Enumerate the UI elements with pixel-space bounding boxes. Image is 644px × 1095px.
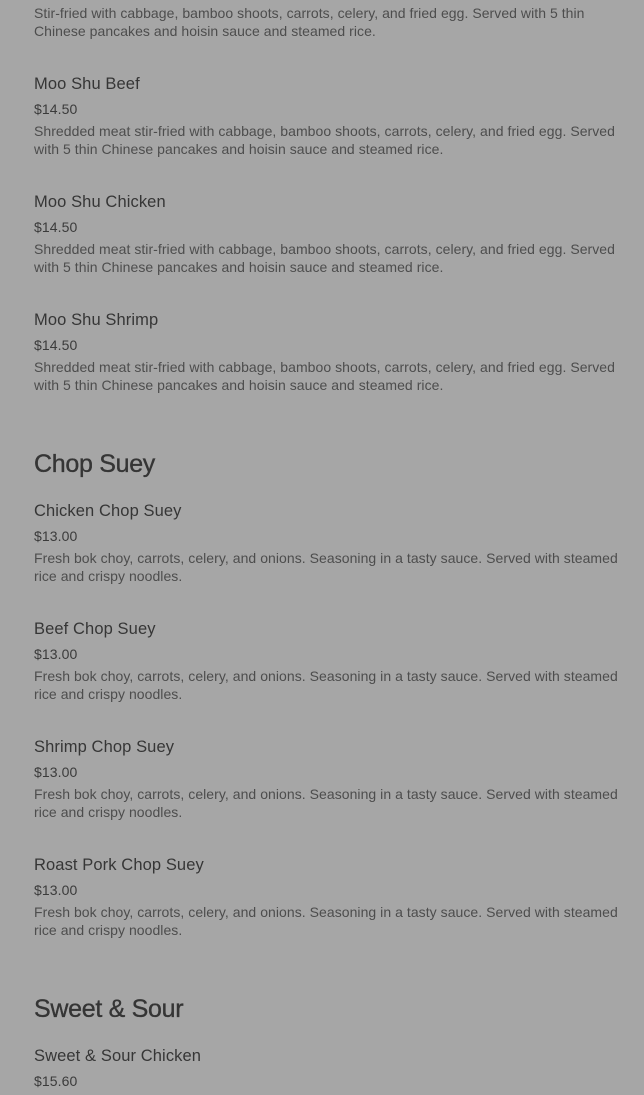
menu-section-moo-shu [34,0,618,394]
menu-item[interactable] [34,0,618,40]
menu-item[interactable] [34,619,618,703]
section-title: Sweet & Sour [34,995,184,1023]
menu-section-chop-suey [34,450,618,939]
menu-item-description: Fresh bok choy, carrots, celery, and onions. Seasoning in a tasty sauce. Served with steamed rice and crispy noodles. [34,904,618,938]
menu-item-price: $15.60 [34,1073,78,1089]
menu [34,0,618,1090]
menu-item[interactable] [34,1046,618,1090]
section-title: Chop Suey [34,450,155,478]
menu-item[interactable] [34,310,618,394]
menu-item-name: Roast Pork Chop Suey [34,856,204,874]
menu-item-description: Shredded meat stir-fried with cabbage, bamboo shoots, carrots, celery, and fried egg. Served with 5 thin Chinese pancakes and hoisin sauce and steamed rice. [34,359,615,393]
menu-item-description: Shredded meat stir-fried with cabbage, bamboo shoots, carrots, celery, and fried egg. Served with 5 thin Chinese pancakes and hoisin sauce and steamed rice. [34,123,615,157]
menu-item-name: Moo Shu Chicken [34,193,166,211]
menu-item-price: $13.00 [34,764,78,780]
menu-item[interactable] [34,737,618,821]
menu-item[interactable] [34,74,618,158]
menu-item-price: $14.50 [34,101,78,117]
menu-item-name: Shrimp Chop Suey [34,738,175,756]
menu-item-price: $14.50 [34,219,78,235]
menu-item-name: Sweet & Sour Chicken [34,1047,202,1065]
menu-item-description: Stir-fried with cabbage, bamboo shoots, carrots, celery, and fried egg. Served with 5 thin Chinese pancakes and hoisin sauce and steamed rice. [34,5,585,39]
menu-item-description: Fresh bok choy, carrots, celery, and onions. Seasoning in a tasty sauce. Served with steamed rice and crispy noodles. [34,550,618,584]
menu-item-name: Moo Shu Beef [34,75,140,93]
menu-item-name: Chicken Chop Suey [34,502,182,520]
menu-item-price: $13.00 [34,646,78,662]
menu-item-price: $13.00 [34,528,78,544]
menu-item-price: $14.50 [34,337,78,353]
menu-item-description: Fresh bok choy, carrots, celery, and onions. Seasoning in a tasty sauce. Served with steamed rice and crispy noodles. [34,668,618,702]
menu-item[interactable] [34,855,618,939]
menu-item-name: Moo Shu Shrimp [34,311,159,329]
menu-section-sweet-sour [34,995,618,1090]
menu-item[interactable] [34,501,618,585]
menu-item-price: $13.00 [34,882,78,898]
menu-item[interactable] [34,192,618,276]
menu-item-name: Beef Chop Suey [34,620,156,638]
menu-item-description: Shredded meat stir-fried with cabbage, bamboo shoots, carrots, celery, and fried egg. Served with 5 thin Chinese pancakes and hoisin sauce and steamed rice. [34,241,615,275]
menu-item-description: Fresh bok choy, carrots, celery, and onions. Seasoning in a tasty sauce. Served with steamed rice and crispy noodles. [34,786,618,820]
